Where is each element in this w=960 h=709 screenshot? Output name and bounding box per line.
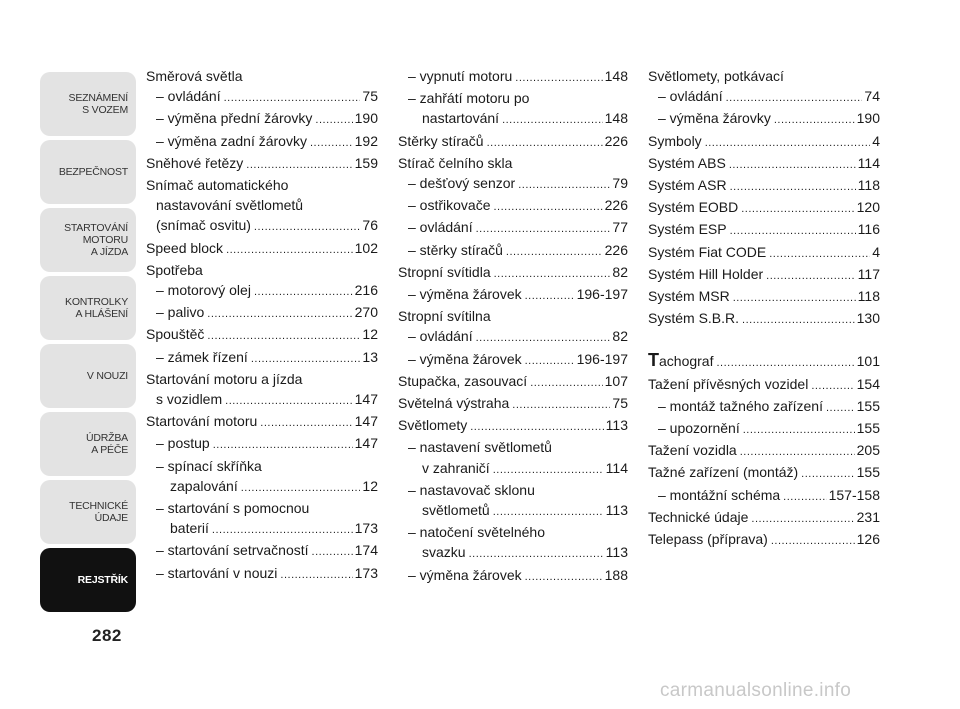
leader-dots <box>716 351 854 373</box>
index-entry <box>648 108 880 130</box>
entry-page: 114 <box>857 154 880 171</box>
page-number: 282 <box>92 626 122 645</box>
leader-dots <box>751 507 854 529</box>
leader-dots <box>518 173 610 195</box>
leader-dots <box>493 458 604 480</box>
index-entry <box>648 175 880 197</box>
leader-dots <box>525 284 575 306</box>
entry-label: Systém MSR <box>648 288 730 305</box>
entry-label: svazku <box>422 544 466 561</box>
entry-page: 118 <box>857 177 880 194</box>
index-entry <box>398 565 628 587</box>
index-column-2 <box>398 66 628 587</box>
entry-label: Technické údaje <box>648 508 749 525</box>
entry-page: 117 <box>857 265 880 282</box>
index-entry <box>398 217 628 239</box>
leader-dots <box>730 219 856 241</box>
entry-page: 113 <box>605 502 628 519</box>
watermark: carmanualsonline.info <box>660 680 852 701</box>
entry-page: 196-197 <box>576 286 628 303</box>
leader-dots <box>476 326 611 348</box>
index-entry <box>398 240 628 262</box>
index-entry <box>146 131 378 153</box>
entry-page: 226 <box>604 197 628 214</box>
entry-label: – upozornění <box>658 420 740 437</box>
entry-label: s vozidlem <box>156 391 223 408</box>
index-entry <box>146 324 378 346</box>
entry-page: 205 <box>856 442 880 459</box>
entry-page: 113 <box>605 417 628 434</box>
leader-dots <box>515 66 602 88</box>
index-entry <box>648 462 880 484</box>
entry-label: Systém Fiat CODE <box>648 243 767 260</box>
entry-label: Spouštěč <box>146 326 205 343</box>
entry-page: 173 <box>354 520 378 537</box>
leader-dots <box>783 485 826 507</box>
entry-label: Startování motoru <box>146 413 258 430</box>
leader-dots <box>207 324 360 346</box>
index-entry <box>398 66 628 88</box>
entry-page: 107 <box>604 372 628 389</box>
leader-dots <box>743 418 855 440</box>
index-entry <box>146 389 378 411</box>
entry-label: Spotřeba <box>146 261 203 278</box>
tab-v nouzi[interactable]: V NOUZI <box>40 344 136 408</box>
tab-bezpečnost[interactable]: BEZPEČNOST <box>40 140 136 204</box>
entry-label: – stěrky stíračů <box>408 241 503 258</box>
entry-label: – výměna zadní žárovky <box>156 132 307 149</box>
index-entry <box>146 302 378 324</box>
leader-dots <box>224 86 361 108</box>
leader-dots <box>315 108 352 130</box>
index-entry <box>648 219 880 241</box>
index-column-1 <box>146 66 378 585</box>
entry-page: 270 <box>354 304 378 321</box>
leader-dots <box>207 302 352 324</box>
entry-label: Systém S.B.R. <box>648 310 740 327</box>
leader-dots <box>729 153 856 175</box>
index-entry <box>146 153 378 175</box>
entry-label: – startování setrvačností <box>156 542 309 559</box>
entry-page: 157-158 <box>828 486 880 503</box>
index-entry <box>398 195 628 217</box>
index-entry <box>398 415 628 437</box>
leader-dots <box>742 308 855 330</box>
index-entry <box>398 500 628 522</box>
leader-dots <box>251 347 361 369</box>
entry-label: Tažení přívěsných vozidel <box>648 375 809 392</box>
entry-label: Systém ASR <box>648 177 727 194</box>
index-entry <box>648 350 880 373</box>
leader-dots <box>487 131 603 153</box>
entry-page: 118 <box>857 288 880 305</box>
entry-label: Světlomety, potkávací <box>648 68 784 84</box>
entry-page: 101 <box>856 353 880 370</box>
index-entry <box>398 173 628 195</box>
entry-label: – výměna žárovek <box>408 286 522 303</box>
index-entry <box>146 369 378 389</box>
leader-dots <box>726 86 863 108</box>
entry-page: 12 <box>362 326 378 343</box>
leader-dots <box>493 500 604 522</box>
leader-dots <box>225 389 353 411</box>
leader-dots <box>771 529 855 551</box>
entry-page: 226 <box>604 241 628 258</box>
entry-page: 75 <box>612 395 628 412</box>
entry-label: nastavování světlometů <box>156 197 304 214</box>
tab-kontrolky[interactable]: KONTROLKY A HLÁŠENÍ <box>40 276 136 340</box>
entry-page: 79 <box>612 175 628 192</box>
index-entry <box>648 242 880 264</box>
index-entry <box>648 374 880 396</box>
entry-label: – montážní schéma <box>658 486 781 503</box>
entry-label: – spínací skříňka <box>156 457 262 474</box>
entry-label: Tachograf <box>648 350 714 371</box>
entry-page: 155 <box>856 397 880 414</box>
entry-page: 4 <box>872 132 880 149</box>
entry-label: Světlomety <box>398 417 468 434</box>
leader-dots <box>241 476 361 498</box>
entry-page: 147 <box>354 413 378 430</box>
entry-label: Systém EOBD <box>648 199 739 216</box>
entry-page: 196-197 <box>576 350 628 367</box>
entry-label: Tažné zařízení (montáž) <box>648 464 799 481</box>
entry-label: Směrová světla <box>146 68 243 84</box>
entry-label: – zahřátí motoru po <box>408 90 530 107</box>
leader-dots <box>512 393 610 415</box>
entry-label: – výměna žárovky <box>658 110 771 127</box>
entry-label: zapalování <box>170 477 238 494</box>
entry-label: nastartování <box>422 110 500 127</box>
index-entry <box>648 396 880 418</box>
index-entry <box>398 326 628 348</box>
tab-technické[interactable]: TECHNICKÉ ÚDAJE <box>40 480 136 544</box>
entry-label: – ostřikovače <box>408 197 491 214</box>
leader-dots <box>312 540 353 562</box>
index-entry <box>648 308 880 330</box>
entry-label: – ovládání <box>658 88 723 105</box>
leader-dots <box>246 153 352 175</box>
leader-dots <box>525 349 575 371</box>
index-entry <box>648 86 880 108</box>
entry-label: – výměna přední žárovky <box>156 110 313 127</box>
leader-dots <box>502 108 603 130</box>
leader-dots <box>766 264 856 286</box>
entry-label: Stupačka, zasouvací <box>398 372 528 389</box>
leader-dots <box>469 542 604 564</box>
entry-page: 77 <box>612 219 628 236</box>
leader-dots <box>493 195 602 217</box>
index-entry <box>398 153 628 173</box>
entry-page: 120 <box>856 199 880 216</box>
index-entry <box>398 522 628 542</box>
leader-dots <box>705 131 871 153</box>
index-entry <box>648 197 880 219</box>
entry-page: 174 <box>354 542 378 559</box>
leader-dots <box>494 262 611 284</box>
index-entry <box>398 542 628 564</box>
index-entry <box>146 456 378 476</box>
entry-label: – výměna žárovek <box>408 350 522 367</box>
index-entry <box>146 195 378 215</box>
entry-page: 155 <box>856 420 880 437</box>
entry-page: 74 <box>864 88 880 105</box>
entry-label: Systém ESP <box>648 221 727 238</box>
entry-label: Systém ABS <box>648 154 726 171</box>
index-entry <box>648 485 880 507</box>
entry-label: – postup <box>156 435 210 452</box>
entry-label: Startování motoru a jízda <box>146 370 303 387</box>
entry-label: Telepass (příprava) <box>648 531 768 548</box>
tab-seznámení[interactable]: SEZNÁMENÍ S VOZEM <box>40 72 136 136</box>
index-entry <box>648 66 880 86</box>
entry-label: – nastavení světlometů <box>408 439 552 456</box>
entry-page: 126 <box>856 531 880 548</box>
leader-dots <box>226 238 353 260</box>
entry-page: 190 <box>354 110 378 127</box>
entry-page: 192 <box>354 132 378 149</box>
leader-dots <box>280 563 352 585</box>
entry-label: – vypnutí motoru <box>408 68 513 84</box>
entry-page: 82 <box>612 328 628 345</box>
tab-údržba[interactable]: ÚDRŽBA A PÉČE <box>40 412 136 476</box>
entry-page: 154 <box>856 375 880 392</box>
entry-page: 76 <box>362 217 378 234</box>
entry-label: – ovládání <box>408 219 473 236</box>
leader-dots <box>260 411 352 433</box>
entry-label: – startování v nouzi <box>156 564 278 581</box>
entry-label: – dešťový senzor <box>408 175 516 192</box>
entry-label: Světelná výstraha <box>398 395 510 412</box>
leader-dots <box>740 440 855 462</box>
index-entry <box>648 440 880 462</box>
index-entry <box>648 418 880 440</box>
entry-page: 147 <box>354 435 378 452</box>
tab-rejstřík[interactable]: REJSTŘÍK <box>40 548 136 612</box>
index-entry <box>398 131 628 153</box>
leader-dots <box>730 175 856 197</box>
index-entry <box>648 153 880 175</box>
leader-dots <box>254 280 353 302</box>
entry-label: Systém Hill Holder <box>648 265 764 282</box>
index-entry <box>146 498 378 518</box>
entry-label: – zámek řízení <box>156 348 248 365</box>
entry-label: – ovládání <box>408 328 473 345</box>
leader-dots <box>213 433 353 455</box>
leader-dots <box>811 374 854 396</box>
entry-page: 75 <box>362 88 378 105</box>
entry-label: – výměna žárovek <box>408 566 522 583</box>
entry-label: – motorový olej <box>156 282 251 299</box>
entry-label: – startování s pomocnou <box>156 500 310 517</box>
entry-label: Stěrky stíračů <box>398 132 484 149</box>
index-entry <box>648 264 880 286</box>
entry-label: baterií <box>170 520 209 537</box>
entry-label: – montáž tažného zařízení <box>658 397 823 414</box>
index-entry <box>146 347 378 369</box>
index-entry <box>398 393 628 415</box>
index-entry <box>146 215 378 237</box>
index-entry <box>146 66 378 86</box>
entry-label: Sněhové řetězy <box>146 154 244 171</box>
entry-page: 130 <box>856 310 880 327</box>
index-column-3 <box>648 66 880 551</box>
index-entry <box>398 306 628 326</box>
tab-startování[interactable]: STARTOVÁNÍ MOTORU A JÍZDA <box>40 208 136 272</box>
index-entry <box>648 529 880 551</box>
index-entry <box>146 476 378 498</box>
index-entry <box>146 260 378 280</box>
entry-page: 82 <box>612 263 628 280</box>
leader-dots <box>525 565 603 587</box>
entry-label: světlometů <box>422 502 490 519</box>
entry-label: Stírač čelního skla <box>398 154 513 171</box>
index-entry <box>398 458 628 480</box>
index-entry <box>146 433 378 455</box>
entry-page: 190 <box>856 110 880 127</box>
entry-label: – nastavovač sklonu <box>408 481 535 498</box>
entry-label: Snímač automatického <box>146 177 289 194</box>
entry-label: (snímač osvitu) <box>156 217 251 234</box>
index-entry <box>398 108 628 130</box>
entry-page: 173 <box>354 564 378 581</box>
entry-label: Stropní svítidla <box>398 263 491 280</box>
index-entry <box>648 507 880 529</box>
index-entry <box>146 175 378 195</box>
leader-dots <box>733 286 856 308</box>
leader-dots <box>476 217 611 239</box>
leader-dots <box>254 215 361 237</box>
leader-dots <box>801 462 854 484</box>
index-entry <box>398 371 628 393</box>
entry-label: Tažení vozidla <box>648 442 737 459</box>
entry-label: – palivo <box>156 304 205 321</box>
entry-page: 188 <box>604 566 628 583</box>
leader-dots <box>310 131 353 153</box>
chapter-tabs <box>40 72 136 616</box>
index-entry <box>398 284 628 306</box>
entry-page: 116 <box>857 221 880 238</box>
entry-label: Stropní svítilna <box>398 308 491 325</box>
index-entry <box>146 238 378 260</box>
entry-page: 216 <box>354 282 378 299</box>
index-entry <box>146 563 378 585</box>
index-entry <box>648 131 880 153</box>
entry-label: Symboly <box>648 132 702 149</box>
index-entry <box>398 262 628 284</box>
leader-dots <box>769 242 870 264</box>
leader-dots <box>506 240 603 262</box>
index-entry <box>648 286 880 308</box>
entry-page: 226 <box>604 132 628 149</box>
index-entry <box>146 518 378 540</box>
index-entry <box>398 88 628 108</box>
leader-dots <box>741 197 854 219</box>
leader-dots <box>212 518 353 540</box>
entry-page: 148 <box>604 68 628 84</box>
entry-page: 113 <box>605 544 628 561</box>
leader-dots <box>470 415 603 437</box>
entry-page: 231 <box>856 508 880 525</box>
entry-label: v zahraničí <box>422 459 490 476</box>
entry-page: 147 <box>354 391 378 408</box>
spacer <box>648 330 880 350</box>
index-entry <box>146 280 378 302</box>
entry-page: 159 <box>354 154 378 171</box>
index-entry <box>146 540 378 562</box>
index-entry <box>398 437 628 457</box>
entry-page: 12 <box>362 477 378 494</box>
index-entry <box>398 349 628 371</box>
index-entry <box>398 480 628 500</box>
index-entry <box>146 411 378 433</box>
leader-dots <box>826 396 855 418</box>
entry-label: – ovládání <box>156 88 221 105</box>
entry-label: Speed block <box>146 239 224 256</box>
entry-page: 13 <box>362 348 378 365</box>
index-entry <box>146 108 378 130</box>
leader-dots <box>774 108 855 130</box>
entry-page: 102 <box>354 239 378 256</box>
leader-dots <box>530 371 602 393</box>
entry-page: 148 <box>604 110 628 127</box>
entry-page: 155 <box>856 464 880 481</box>
index-entry <box>146 86 378 108</box>
entry-page: 114 <box>605 459 628 476</box>
entry-page: 4 <box>872 243 880 260</box>
entry-label: – natočení světelného <box>408 524 545 541</box>
